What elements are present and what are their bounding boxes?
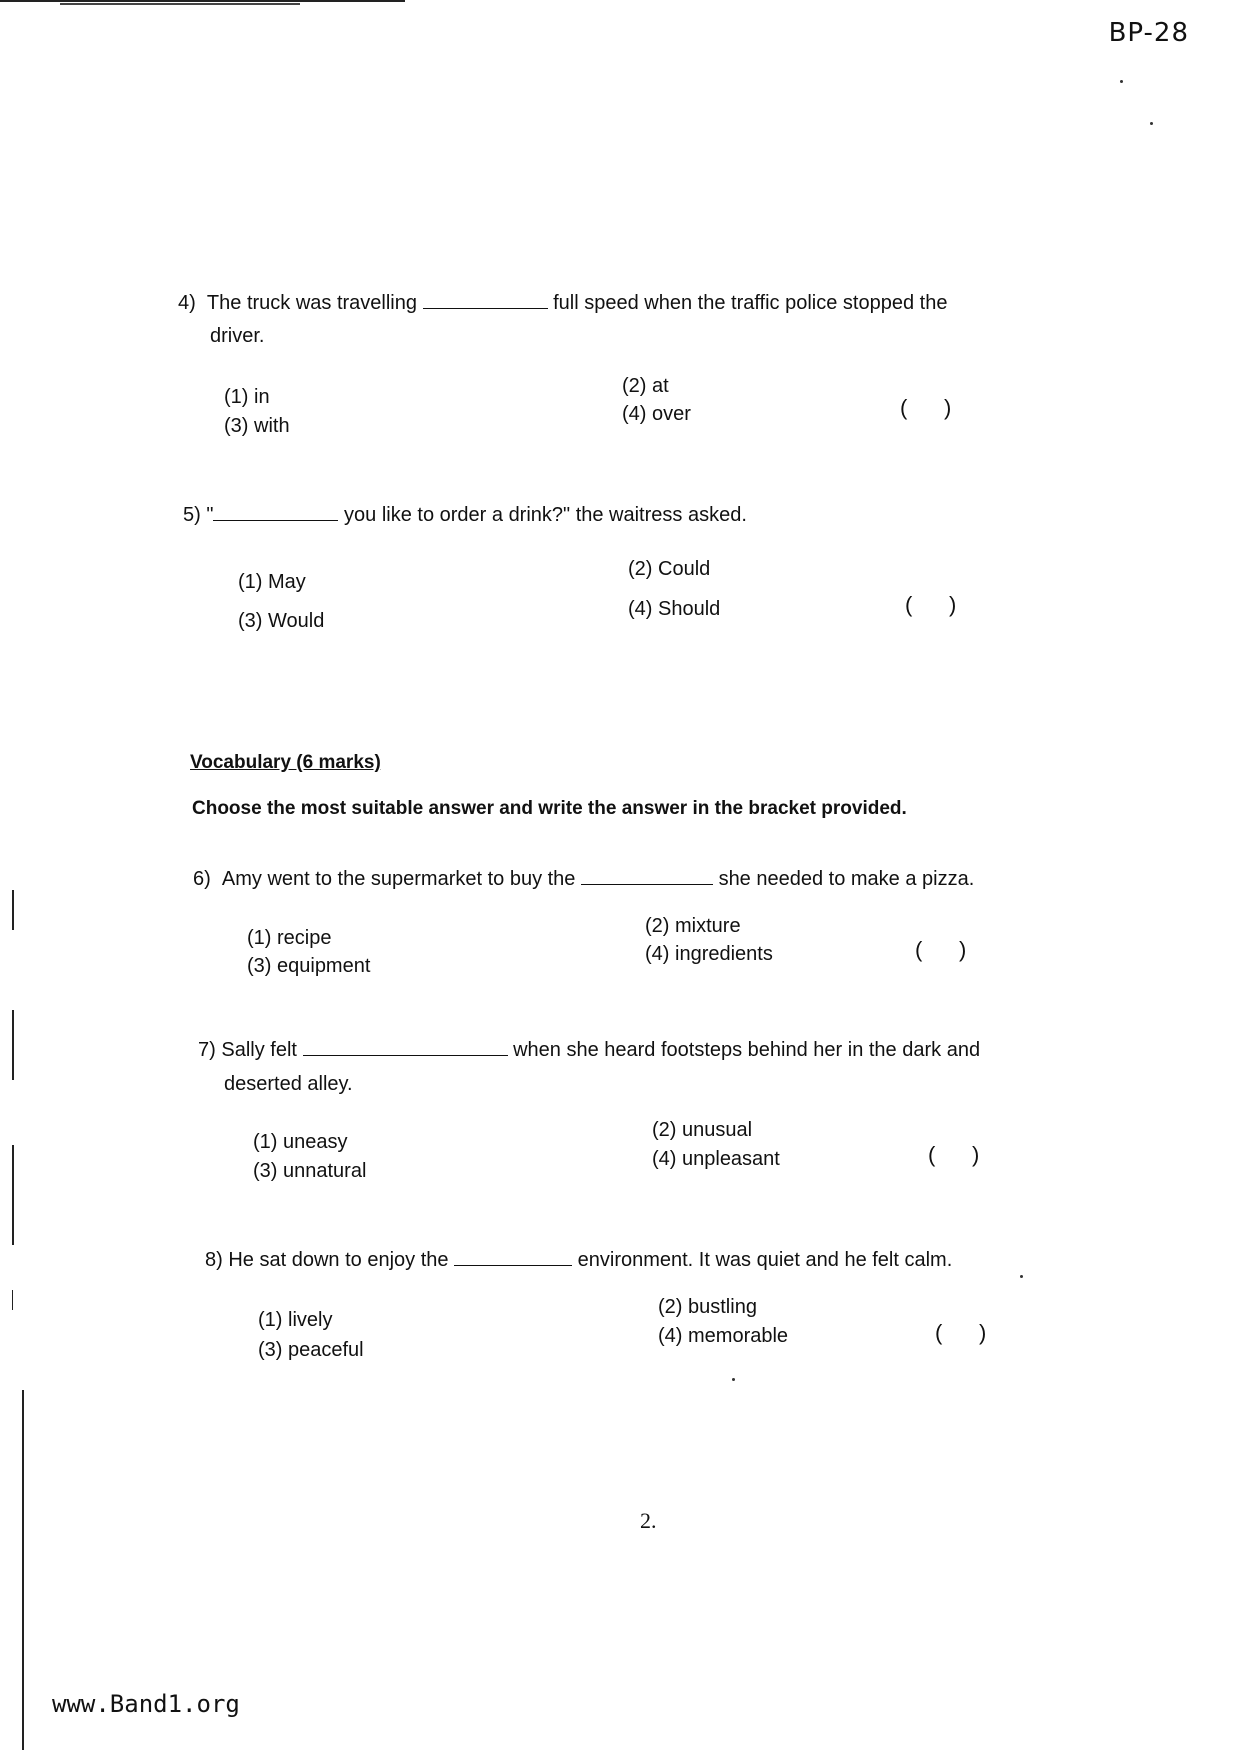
option: (2) at (622, 375, 669, 397)
answer-bracket: ( ) (935, 1320, 987, 1345)
answer-blank (303, 1055, 508, 1056)
question-6-line1 (193, 866, 974, 893)
section-title: Vocabulary (6 marks) (190, 752, 381, 773)
scan-speck (732, 1378, 735, 1381)
document-code: BP-28 (1108, 18, 1189, 48)
question-number: 4) (178, 292, 196, 314)
answer-bracket: ( ) (900, 395, 952, 420)
question-stem: " (206, 504, 214, 526)
scan-speck (1150, 122, 1153, 125)
scan-speck (1120, 80, 1123, 83)
scan-edge-line (12, 890, 14, 930)
option: (4) Should (628, 598, 721, 620)
question-8-line1 (205, 1247, 952, 1274)
question-number: 6) (193, 868, 211, 890)
scan-edge-line (12, 1010, 14, 1080)
option: (3) unnatural (253, 1160, 367, 1182)
scan-edge-line (12, 1145, 14, 1245)
question-stem: she needed to make a pizza. (718, 868, 975, 890)
option: (1) in (224, 386, 270, 408)
question-stem: full speed when the traffic police stopped the (553, 292, 948, 314)
question-stem: you like to order a drink?" the waitress asked. (344, 504, 747, 526)
scan-border-top (0, 0, 405, 2)
scan-edge-line (12, 1290, 13, 1310)
scan-border-top-shadow (60, 3, 300, 5)
option: (4) unpleasant (652, 1148, 780, 1170)
question-4-line1 (178, 290, 947, 317)
question-7-line2: deserted alley. (224, 1073, 353, 1095)
option: (2) unusual (652, 1119, 753, 1141)
section-instruction: Choose the most suitable answer and write the answer in the bracket provided. (192, 798, 907, 819)
option: (4) ingredients (645, 943, 773, 965)
question-stem: The truck was travelling (206, 292, 417, 314)
answer-bracket: ( ) (905, 592, 957, 617)
question-number: 8) (205, 1249, 223, 1271)
answer-blank (423, 308, 548, 309)
answer-blank (454, 1265, 572, 1266)
option: (1) recipe (247, 927, 332, 949)
scan-edge-line (22, 1390, 24, 1750)
option: (3) with (224, 415, 290, 437)
question-stem: Amy went to the supermarket to buy the (221, 868, 576, 890)
answer-bracket: ( ) (928, 1142, 980, 1167)
question-number: 7) (198, 1039, 216, 1061)
option: (3) peaceful (258, 1339, 364, 1361)
option: (3) equipment (247, 955, 371, 977)
option: (2) Could (628, 558, 711, 580)
question-4-line2: driver. (210, 325, 265, 347)
option: (4) memorable (658, 1325, 789, 1347)
option: (4) over (622, 403, 691, 425)
scan-speck (1020, 1275, 1023, 1278)
answer-blank (581, 884, 713, 885)
option: (1) lively (258, 1309, 333, 1331)
question-stem: Sally felt (221, 1039, 297, 1061)
question-7-line1 (198, 1037, 980, 1064)
option: (2) bustling (658, 1296, 757, 1318)
question-number: 5) (183, 504, 201, 526)
option: (1) May (238, 571, 306, 593)
answer-bracket: ( ) (915, 937, 967, 962)
option: (1) uneasy (253, 1131, 348, 1153)
question-stem: environment. It was quiet and he felt calm. (577, 1249, 953, 1271)
option: (2) mixture (645, 915, 741, 937)
answer-blank (213, 520, 338, 521)
question-5-line1 (183, 502, 747, 529)
page-number: 2. (640, 1508, 657, 1533)
option: (3) Would (238, 610, 325, 632)
question-stem: when she heard footsteps behind her in the dark and (513, 1039, 981, 1061)
question-stem: He sat down to enjoy the (228, 1249, 449, 1271)
footer-url: www.Band1.org (52, 1690, 240, 1718)
